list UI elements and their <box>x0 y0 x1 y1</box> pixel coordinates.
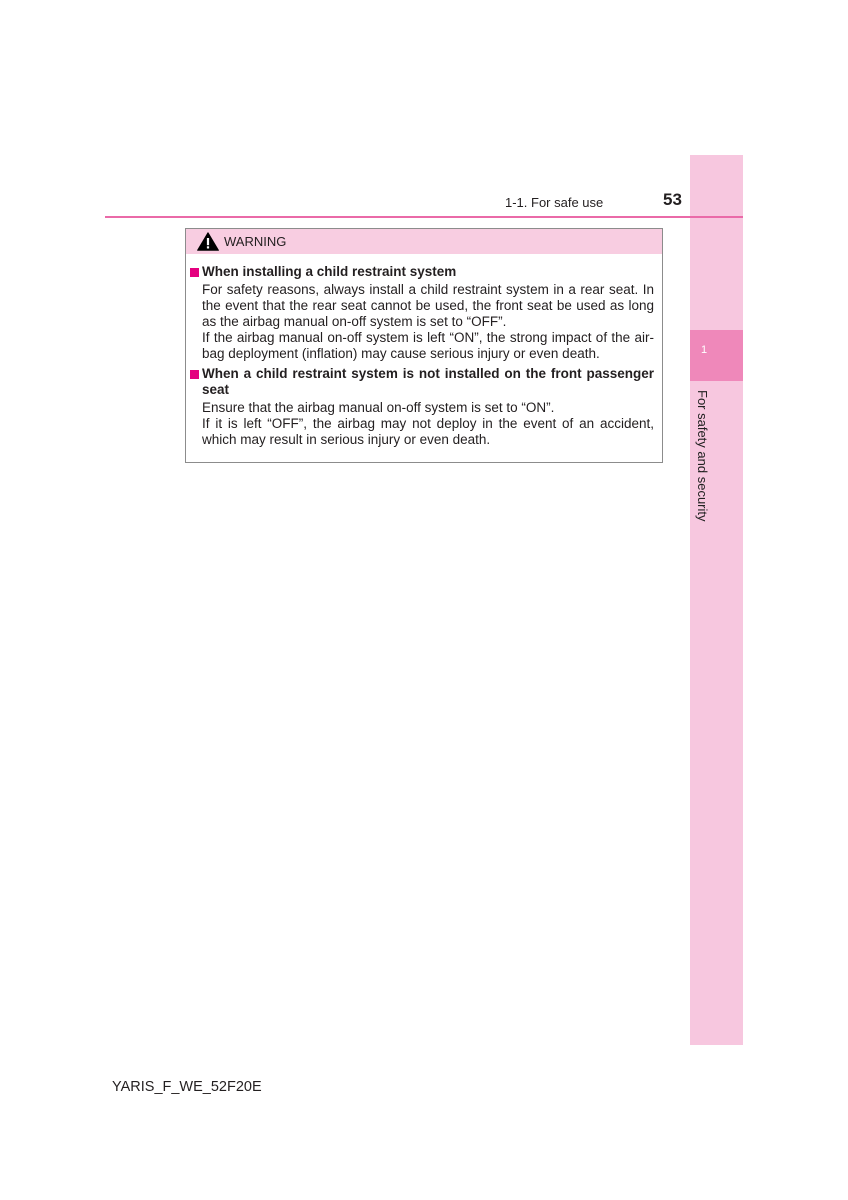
paragraph-line: which may result in serious injury or even death. <box>202 432 491 447</box>
paragraph-line: For safety reasons, always install a child restraint system in a rear seat. In <box>202 282 654 297</box>
warning-item-heading <box>202 366 654 398</box>
warning-paragraph <box>202 330 654 362</box>
warning-paragraph <box>202 282 654 330</box>
page-number: 53 <box>663 190 682 209</box>
warning-box <box>185 228 663 463</box>
paragraph-line: the event that the rear seat cannot be used, the front seat be used as long <box>202 298 654 313</box>
section-title: 1-1. For safe use <box>505 195 604 210</box>
heading-line: seat <box>202 382 230 397</box>
square-bullet-icon <box>190 370 199 379</box>
document-code: YARIS_F_WE_52F20E <box>112 1079 262 1095</box>
paragraph-line: If the airbag manual on-off system is left “ON”, the strong impact of the air- <box>202 330 654 345</box>
chapter-number: 1 <box>701 344 708 356</box>
paragraph-line: If it is left “OFF”, the airbag may not deploy in the event of an accident, <box>202 416 654 431</box>
warning-body <box>186 254 662 462</box>
warning-item-heading <box>202 264 654 280</box>
chapter-title: For safety and security <box>695 390 710 522</box>
heading-line: When a child restraint system is not installed on the front passenger <box>202 366 654 381</box>
warning-paragraph <box>202 400 654 416</box>
warning-header <box>186 229 662 254</box>
paragraph-line: as the airbag manual on-off system is set to “OFF”. <box>202 314 507 329</box>
warning-triangle-icon <box>197 232 219 251</box>
warning-title: WARNING <box>224 233 287 249</box>
chapter-number-block <box>690 330 743 381</box>
warning-paragraph <box>202 416 654 448</box>
square-bullet-icon <box>190 268 199 277</box>
warning-item <box>202 264 654 362</box>
warning-item <box>202 366 654 448</box>
paragraph-line: Ensure that the airbag manual on-off system is set to “ON”. <box>202 400 555 415</box>
paragraph-line: bag deployment (inflation) may cause serious injury or even death. <box>202 346 600 361</box>
chapter-side-tab <box>690 155 743 1045</box>
heading-line: When installing a child restraint system <box>202 264 457 279</box>
warning-triangle-graphic <box>197 232 219 251</box>
header-rule <box>105 216 743 218</box>
